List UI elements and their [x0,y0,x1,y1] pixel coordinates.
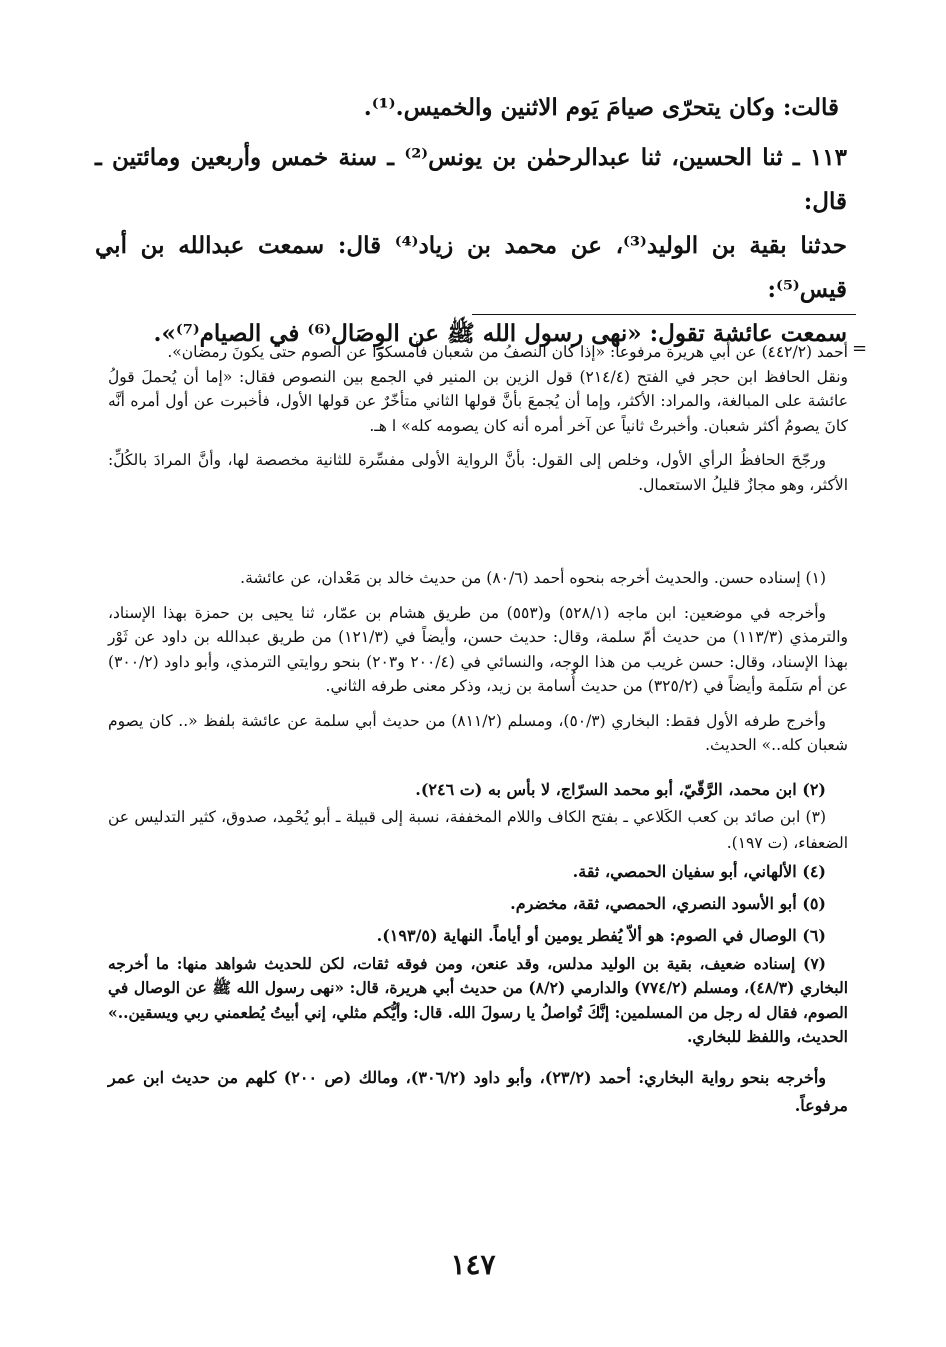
footnote-paragraph: ورجّحَ الحافظُ الرأي الأول، وخلص إلى القول: بأنَّ الرواية الأولى مفسِّرة للثانية مخصصة لها، وأنَّ المرادَ بالكُلِّ: الأكثر، وهو مجازٌ قليلُ الاستعمال. [108,451,848,494]
main-line: قالت: وكان يتحرّى صيامَ يَوم الاثنين والخميس.⁽¹⁾. [363,94,839,121]
footnote-2: (٢) ابن محمد، الرَّقّيّ، أبو محمد السرّاج، لا بأس به (ت ٢٤٦). [415,779,826,799]
footnote-7: (٧) إسناده ضعيف، بقية بن الوليد مدلس، وقد عنعن، ومن فوقه ثقات، لكن للحديث شواهد منها: ما أخرجه البخاري (٤٨/٣)، ومسلم (٧٧٤/٢) والدارمي (٨/٢) من حديث أبي هريرة، قال: «نهى رسول الله ﷺ عن الوصال في الصوم، فقال له رجل من المسلمين: إنَّكَ تُواصلُ يا رسولَ الله. قال: وأيُّكم مثلي، إني أبيتُ يُطعمني ربي ويسقين..» الحديث، واللفظ للبخاري. [108,953,849,1046]
footnote-1: (١) إسناده حسن. والحديث أخرجه بنحوه أحمد (٨٠/٦) من حديث خالد بن مَعْدان، عن عائشة. [240,569,826,587]
page-number: ١٤٧ [450,1248,496,1281]
footnote-5: (٥) أبو الأسود النصري، الحمصي، ثقة، مخضرم. [510,893,826,913]
footnote-7-continued: وأخرجه بنحو رواية البخاري: أحمد (٢٣/٢)، وأبو داود (٣٠٦/٢)، ومالك (ص ٢٠٠) كلهم من حديث ابن عمر مرفوعاً. [108,1067,848,1115]
main-line: ١١٣ ـ ثنا الحسين، ثنا عبدالرحمٰن بن يونس⁽²⁾ ـ سنة خمس وأربعين ومائتين ـ قال: [95,144,847,215]
continued-footnote [108,340,848,497]
footnote-1-continued: وأخرجه في موضعين: ابن ماجه (٥٢٨/١) و(٥٥٣) من طريق هشام بن عمّار، ثنا يحيى بن حمزة بهذا الإسناد، والترمذي (١١٣/٣) من حديث أمّ سلمة، وقال: حديث حسن، وأيضاً في (١٢١/٣) من طريق عبدالله بن داود عن ثَوْر بهذا الإسناد، وقال: حسن غريب من هذا الوجه، والنسائي في (٢٠٠/٤ و٢٠٣) بنحو روايتي الترمذي، وأبو داود (٣٠٠/٢) عن أم سَلَمة وأيضاً في (٣٢٥/٢) من حديث أُسامة بن زيد، وذكر معنى طرفه الثاني. [108,603,849,695]
main-line: سمعت عائشة تقول: «نهى رسول الله ﷺ عن الوِصَال⁽⁶⁾ في الصيام⁽⁷⁾». [153,320,847,347]
footnote-3: (٣) ابن صائد بن كعب الكَلاعي ـ بفتح الكاف واللام المخففة، نسبة إلى قبيلة ـ أبو يُحْمِد، صدوق، كثير التدليس عن الضعفاء، (ت ١٩٧). [108,807,848,852]
footnote-4: (٤) الألهاني، أبو سفيان الحمصي، ثقة. [572,861,826,881]
footnotes [108,566,848,1120]
footnote-paragraph: أحمد (٤٤٢/٢) عن أبي هريرة مرفوعاً: «إذا كان النصفُ من شعبان فأمسكوا عن الصوم حتى يكونَ رمضان». [167,343,848,361]
continuation-mark: = [852,338,868,359]
footnote-paragraph: ونقل الحافظ ابن حجر في الفتح (٢١٤/٤) قول الزين بن المنير في الجمع بين النصوص فقال: «إما أن يُحملَ قولُ عائشة على المبالغة، والمراد: الأكثر، وإما أن يُجمعَ بأنَّ قولها الثاني متأخّرٌ عن قولها الأول، فأخبرت عن أول أمره أنَّه كانَ يصومُ أكثر شعبان. وأخبرتْ ثانياً عن آخر أمره أنه كان يصومه كله» ا هـ. [108,367,848,435]
footnote-1-continued: وأخرج طرفه الأول فقط: البخاري (٥٠/٣)، ومسلم (٨١١/٢) من حديث أبي سلمة عن عائشة بلفظ «.. كان يصوم شعبان كله..» الحديث. [108,711,848,754]
footnote-separator [472,314,856,315]
main-line: حدثنا بقية بن الوليد⁽³⁾، عن محمد بن زياد⁽⁴⁾ قال: سمعت عبدالله بن أبي قيس⁽⁵⁾: [95,232,847,303]
main-text [95,86,847,356]
footnote-6: (٦) الوصال في الصوم: هو ألاّ يُفطر يومين أو أياماً. النهاية (١٩٣/٥). [376,925,826,945]
